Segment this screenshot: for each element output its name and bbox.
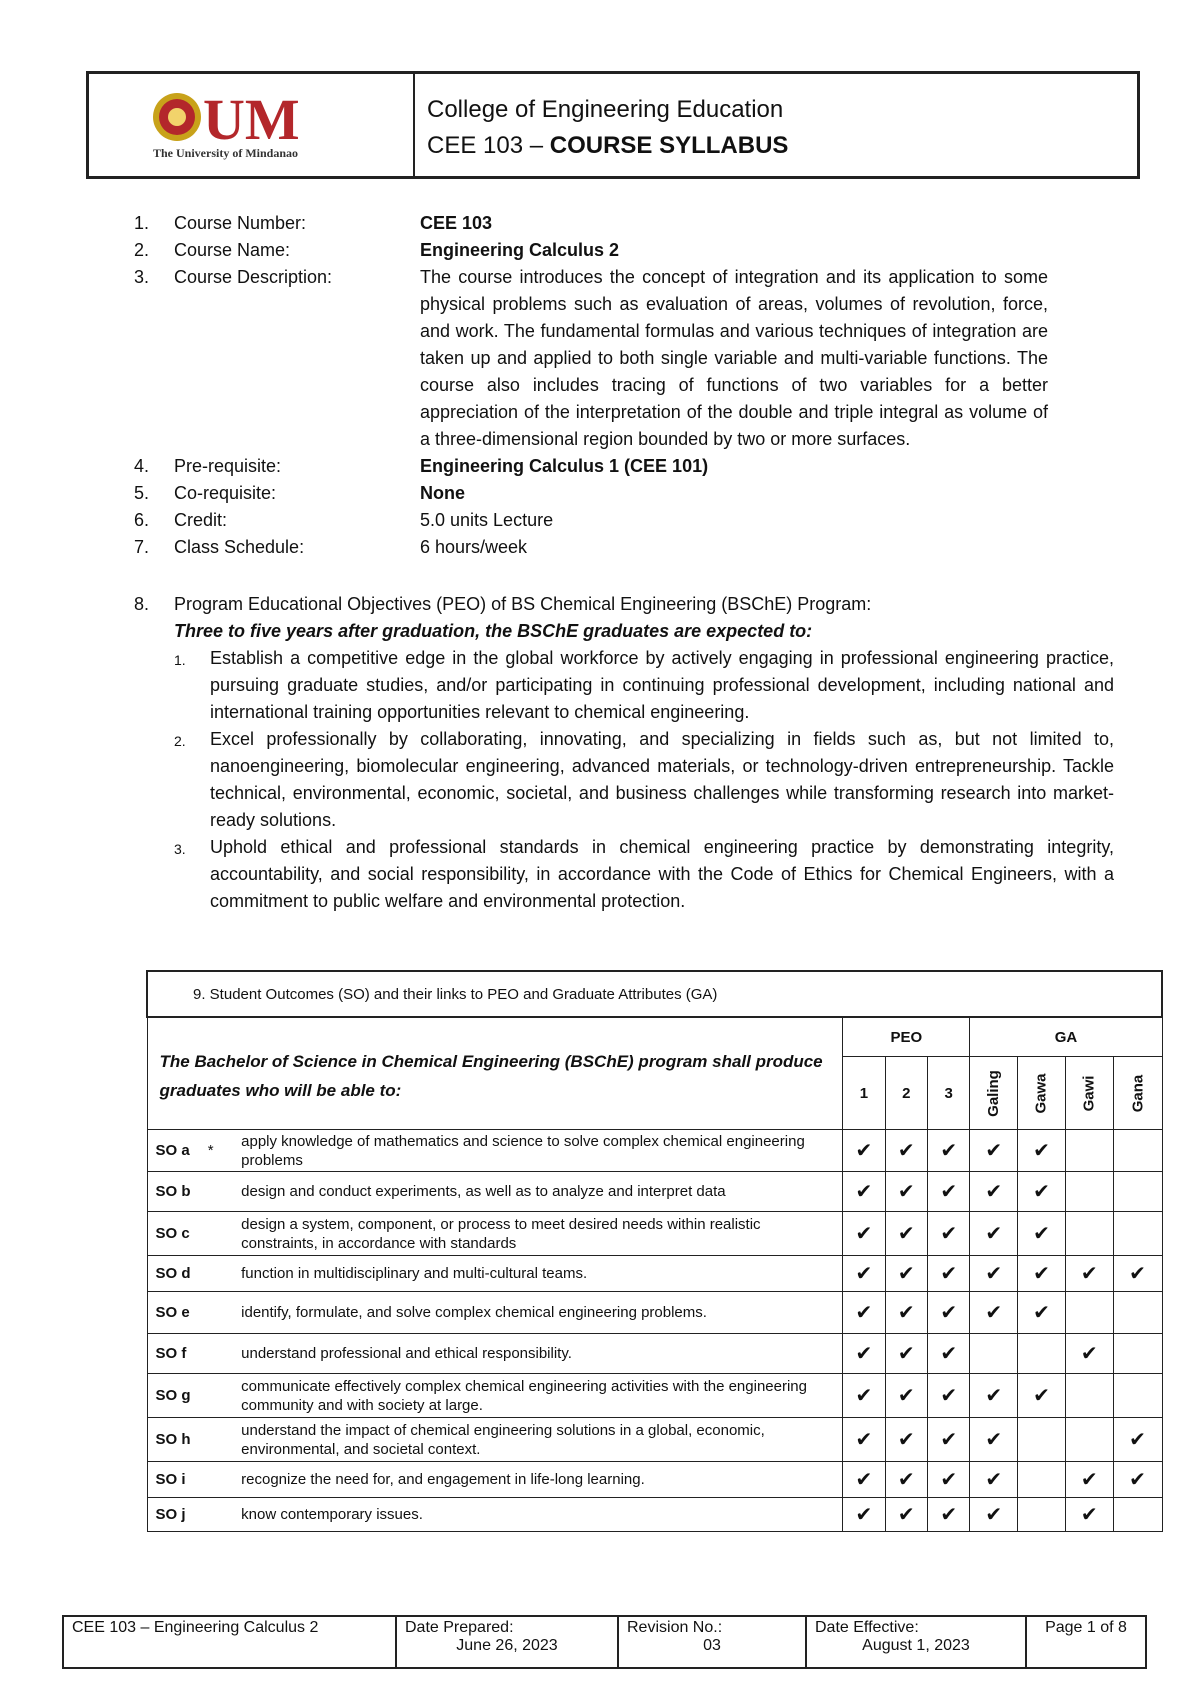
so-code: SO g (147, 1374, 237, 1418)
peo-section (134, 591, 1114, 915)
so-description: communicate effectively complex chemical engineering activities with the engineering community and with society at large. (237, 1374, 843, 1418)
check-icon: ✔ (1065, 1462, 1113, 1498)
ga-col-label: Gana (1129, 1074, 1147, 1112)
check-icon: ✔ (970, 1462, 1018, 1498)
check-icon: ✔ (843, 1418, 885, 1462)
footer-label: Date Effective: (815, 1619, 919, 1636)
footer-course-text: CEE 103 – Engineering Calculus 2 (72, 1619, 319, 1636)
course-number: CEE 103 (420, 213, 493, 233)
check-icon: ✔ (885, 1462, 927, 1498)
check-icon: ✔ (885, 1172, 927, 1212)
check-icon: ✔ (1018, 1292, 1066, 1334)
so-code: SO a * (147, 1130, 237, 1172)
info-row (134, 453, 1134, 480)
group-header-ga: GA (970, 1017, 1162, 1057)
footer-table (62, 1615, 1147, 1669)
footer-date-prepared (396, 1616, 618, 1668)
peo-item-num: 2. (174, 733, 186, 749)
check-icon: ✔ (1018, 1130, 1066, 1172)
so-description: function in multidisciplinary and multi-cultural teams. (237, 1256, 843, 1292)
ga-col-header (1113, 1057, 1162, 1130)
check-icon: ✔ (885, 1334, 927, 1374)
ga-col-header (1065, 1057, 1113, 1130)
info-num: 2. (134, 240, 150, 260)
course-info-list (134, 210, 1134, 561)
empty-cell (1018, 1334, 1066, 1374)
ga-col-label: Gawa (1033, 1072, 1050, 1114)
info-num: 4. (134, 456, 150, 476)
footer-page (1026, 1616, 1146, 1668)
college-name: College of Engineering Education (427, 96, 784, 123)
table-row (147, 1334, 1162, 1374)
check-icon: ✔ (928, 1256, 970, 1292)
footer-label: Date Prepared: (405, 1619, 514, 1636)
table-title: 9. Student Outcomes (SO) and their links to PEO and Graduate Attributes (GA) (147, 971, 1162, 1017)
footer-revision (618, 1616, 806, 1668)
so-description: apply knowledge of mathematics and science to solve complex chemical engineering problems (237, 1130, 843, 1172)
group-header-peo: PEO (843, 1017, 970, 1057)
so-description: design and conduct experiments, as well as to analyze and interpret data (237, 1172, 843, 1212)
footer-date-effective (806, 1616, 1026, 1668)
so-star: * (207, 1142, 214, 1159)
check-icon: ✔ (1065, 1334, 1113, 1374)
empty-cell (1113, 1172, 1162, 1212)
empty-cell (1113, 1130, 1162, 1172)
check-icon: ✔ (1018, 1374, 1066, 1418)
peo-item-num: 3. (174, 841, 186, 857)
logo-text: UM (203, 89, 300, 152)
student-outcomes-table (146, 970, 1163, 1532)
ga-col-label: Galing (985, 1069, 1003, 1117)
check-icon: ✔ (970, 1374, 1018, 1418)
peo-item-text: Establish a competitive edge in the global workforce by actively engaging in professional engineering practice, pursuing graduate studies, and/or participating in continuing professional development, including national and international training opportunities relevant to chemical engineering. (210, 648, 1114, 722)
check-icon: ✔ (928, 1462, 970, 1498)
document-header (86, 71, 1140, 179)
check-icon: ✔ (843, 1374, 885, 1418)
credit: 5.0 units Lecture (420, 510, 554, 530)
empty-cell (1113, 1374, 1162, 1418)
pre-requisite: Engineering Calculus 1 (CEE 101) (420, 456, 709, 476)
check-icon: ✔ (1018, 1212, 1066, 1256)
info-label: Credit: (174, 510, 228, 530)
empty-cell (1113, 1334, 1162, 1374)
check-icon: ✔ (843, 1212, 885, 1256)
check-icon: ✔ (970, 1256, 1018, 1292)
check-icon: ✔ (885, 1374, 927, 1418)
info-num: 7. (134, 537, 150, 557)
check-icon: ✔ (843, 1130, 885, 1172)
logo-subtitle: The University of Mindanao (153, 146, 299, 160)
table-row (147, 1172, 1162, 1212)
table-row (147, 1498, 1162, 1532)
check-icon: ✔ (843, 1334, 885, 1374)
check-icon: ✔ (885, 1130, 927, 1172)
info-num: 3. (134, 267, 150, 287)
check-icon: ✔ (1065, 1256, 1113, 1292)
check-icon: ✔ (885, 1212, 927, 1256)
so-description: understand the impact of chemical engineering solutions in a global, economic, environmental, and societal context. (237, 1418, 843, 1462)
page-number: Page 1 of 8 (1045, 1619, 1127, 1636)
check-icon: ✔ (970, 1418, 1018, 1462)
check-icon: ✔ (843, 1256, 885, 1292)
table-row (147, 1130, 1162, 1172)
empty-cell (1018, 1498, 1066, 1532)
info-row (134, 237, 1134, 264)
so-code: SO d (147, 1256, 237, 1292)
so-description: recognize the need for, and engagement in life-long learning. (237, 1462, 843, 1498)
check-icon: ✔ (970, 1292, 1018, 1334)
footer-value: 03 (703, 1637, 721, 1654)
footer-value: June 26, 2023 (456, 1637, 558, 1654)
table-row (147, 1292, 1162, 1334)
logo-cell (89, 74, 415, 176)
doc-type: COURSE SYLLABUS (549, 132, 789, 159)
empty-cell (1018, 1462, 1066, 1498)
so-description: know contemporary issues. (237, 1498, 843, 1532)
check-icon: ✔ (843, 1462, 885, 1498)
check-icon: ✔ (1113, 1256, 1162, 1292)
course-description: The course introduces the concept of integration and its application to some physical problems such as evaluation of areas, volumes of revolution, force, and work. The fundamental formulas and various techniques of integration are taken up and applied to both single variable and multi-variable functions. The course also includes tracing of functions of two variables for a better appreciation of the interpretation of the double and triple integral as volume of a three-dimensional region bounded by two or more surfaces. (420, 267, 1048, 449)
info-label: Co-requisite: (174, 483, 277, 503)
co-requisite: None (420, 483, 465, 503)
table-row (147, 1256, 1162, 1292)
check-icon: ✔ (928, 1292, 970, 1334)
so-code: SO f (147, 1334, 237, 1374)
peo-col-header: 2 (885, 1057, 927, 1130)
so-code: SO i (147, 1462, 237, 1498)
so-code: SO c (147, 1212, 237, 1256)
footer-value: August 1, 2023 (862, 1637, 970, 1654)
peo-heading-text: Program Educational Objectives (PEO) of BS Chemical Engineering (BSChE) Program: (174, 594, 872, 614)
header-title (415, 74, 788, 176)
info-row (134, 534, 1134, 561)
check-icon: ✔ (970, 1212, 1018, 1256)
course-code-prefix: CEE 103 – (427, 132, 550, 159)
info-row (134, 507, 1134, 534)
table-row (147, 1212, 1162, 1256)
peo-col-header: 1 (843, 1057, 885, 1130)
peo-subheading: Three to five years after graduation, the BSChE graduates are expected to: (174, 621, 813, 641)
check-icon: ✔ (843, 1172, 885, 1212)
so-code: SO b (147, 1172, 237, 1212)
table-row (147, 1374, 1162, 1418)
info-label: Course Number: (174, 213, 307, 233)
info-num: 6. (134, 510, 150, 530)
check-icon: ✔ (928, 1418, 970, 1462)
footer-label: Revision No.: (627, 1619, 723, 1636)
empty-cell (1113, 1292, 1162, 1334)
peo-item (174, 645, 1114, 726)
info-row (134, 264, 1134, 453)
empty-cell (1065, 1292, 1113, 1334)
info-label: Pre-requisite: (174, 456, 282, 476)
empty-cell (1018, 1418, 1066, 1462)
info-label: Course Description: (174, 267, 333, 287)
check-icon: ✔ (928, 1374, 970, 1418)
table-row (147, 1462, 1162, 1498)
peo-num: 8. (134, 594, 150, 614)
peo-item (174, 834, 1114, 915)
check-icon: ✔ (1018, 1256, 1066, 1292)
check-icon: ✔ (885, 1498, 927, 1532)
ga-col-header (970, 1057, 1018, 1130)
empty-cell (1065, 1130, 1113, 1172)
check-icon: ✔ (843, 1292, 885, 1334)
table-row (147, 1418, 1162, 1462)
so-description: understand professional and ethical responsibility. (237, 1334, 843, 1374)
check-icon: ✔ (1065, 1498, 1113, 1532)
check-icon: ✔ (928, 1172, 970, 1212)
university-logo (151, 89, 351, 161)
check-icon: ✔ (928, 1498, 970, 1532)
info-row (134, 210, 1134, 237)
so-code: SO e (147, 1292, 237, 1334)
check-icon: ✔ (928, 1212, 970, 1256)
course-name: Engineering Calculus 2 (420, 240, 620, 260)
info-num: 5. (134, 483, 150, 503)
info-num: 1. (134, 213, 150, 233)
check-icon: ✔ (970, 1498, 1018, 1532)
check-icon: ✔ (1018, 1172, 1066, 1212)
check-icon: ✔ (885, 1418, 927, 1462)
check-icon: ✔ (928, 1334, 970, 1374)
check-icon: ✔ (843, 1498, 885, 1532)
table-intro: The Bachelor of Science in Chemical Engineering (BSChE) program shall produce graduates who will be able to: (147, 1017, 843, 1130)
check-icon: ✔ (885, 1292, 927, 1334)
peo-col-header: 3 (928, 1057, 970, 1130)
check-icon: ✔ (928, 1130, 970, 1172)
class-schedule: 6 hours/week (420, 537, 528, 557)
empty-cell (1113, 1212, 1162, 1256)
check-icon: ✔ (1113, 1462, 1162, 1498)
check-icon: ✔ (885, 1256, 927, 1292)
so-description: identify, formulate, and solve complex chemical engineering problems. (237, 1292, 843, 1334)
footer-course (63, 1616, 396, 1668)
info-row (134, 480, 1134, 507)
empty-cell (1113, 1498, 1162, 1532)
so-description: design a system, component, or process to meet desired needs within realistic constraints, in accordance with standards (237, 1212, 843, 1256)
ga-col-label: Gawi (1080, 1075, 1098, 1111)
so-code: SO h (147, 1418, 237, 1462)
so-code: SO j (147, 1498, 237, 1532)
info-label: Class Schedule: (174, 537, 305, 557)
empty-cell (970, 1334, 1018, 1374)
empty-cell (1065, 1418, 1113, 1462)
peo-item-num: 1. (174, 652, 186, 668)
check-icon: ✔ (1113, 1418, 1162, 1462)
info-label: Course Name: (174, 240, 291, 260)
ga-col-header (1018, 1057, 1066, 1130)
table-body (147, 1130, 1162, 1532)
peo-heading (134, 591, 1114, 618)
check-icon: ✔ (970, 1130, 1018, 1172)
empty-cell (1065, 1172, 1113, 1212)
peo-item-text: Excel professionally by collaborating, innovating, and specializing in fields such as, but not limited to, nanoengineering, biomolecular engineering, advanced materials, or technology-driven entrepreneurship. Tackle technical, environmental, economic, societal, and business challenges while transforming research into market-ready solutions. (210, 729, 1114, 830)
course-syllabus-title (427, 128, 788, 164)
empty-cell (1065, 1212, 1113, 1256)
check-icon: ✔ (970, 1172, 1018, 1212)
peo-item-text: Uphold ethical and professional standards in chemical engineering practice by demonstrating integrity, accountability, and social responsibility, in accordance with the Code of Ethics for Chemical Engineers, with a commitment to public welfare and environmental protection. (210, 837, 1114, 911)
peo-item (174, 726, 1114, 834)
empty-cell (1065, 1374, 1113, 1418)
